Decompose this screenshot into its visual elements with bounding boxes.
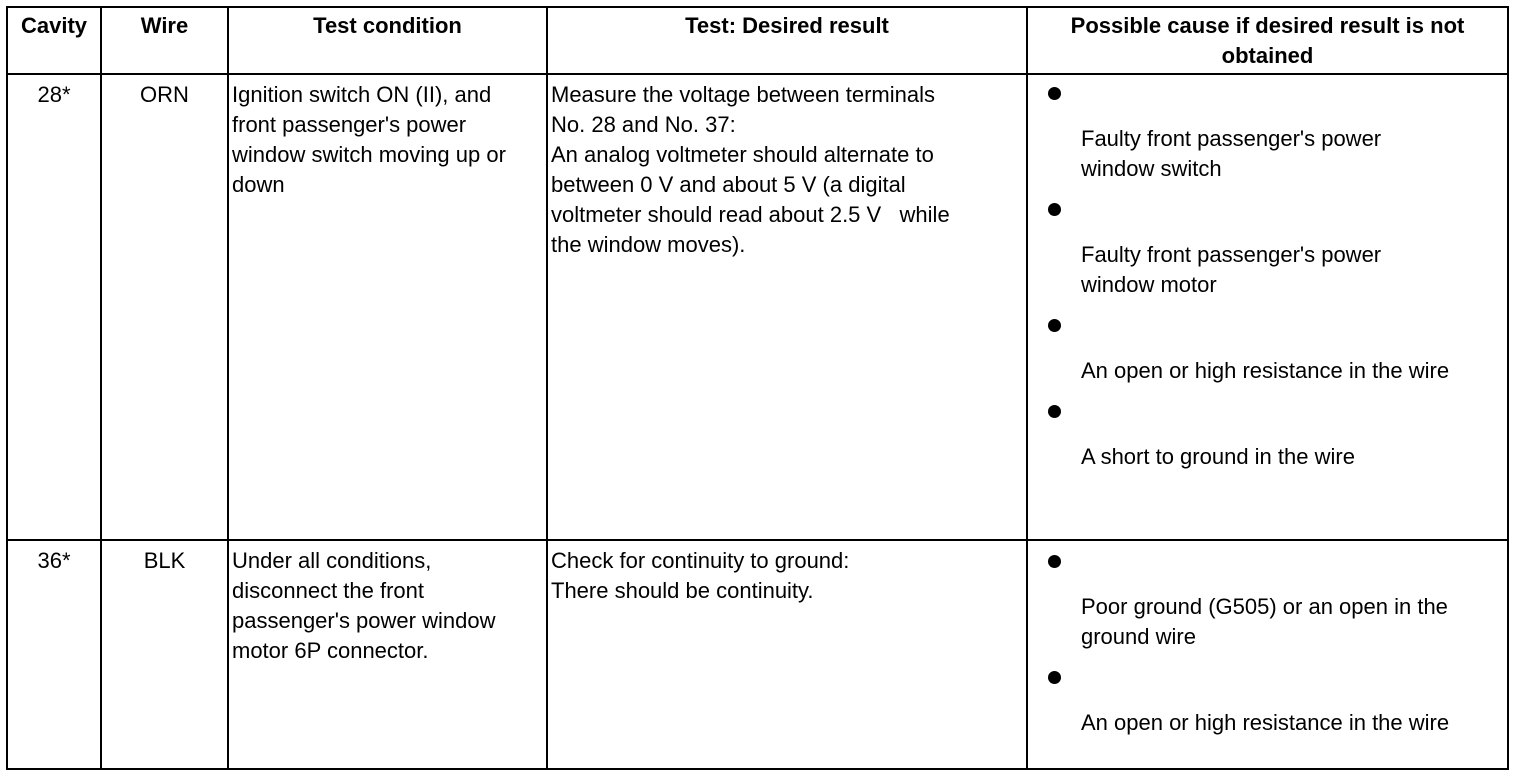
cavity-cell: 36* bbox=[7, 540, 101, 769]
result-line: between 0 V and about 5 V (a digital bbox=[551, 172, 906, 197]
test-condition-cell bbox=[228, 540, 547, 769]
bullet-icon bbox=[1048, 671, 1061, 684]
header-test-condition: Test condition bbox=[228, 7, 547, 74]
bullet-icon bbox=[1048, 319, 1061, 332]
condition-line: passenger's power window bbox=[232, 608, 496, 633]
cause-line: An open or high resistance in the wire bbox=[1081, 358, 1450, 383]
result-line: No. 28 and No. 37: bbox=[551, 112, 736, 137]
cause-line: window motor bbox=[1081, 272, 1217, 297]
bullet-icon bbox=[1048, 87, 1061, 100]
header-cause-line-1: Possible cause if desired result is not bbox=[1070, 13, 1465, 38]
bullet-icon bbox=[1048, 203, 1061, 216]
header-cause-line-2: obtained bbox=[1221, 43, 1314, 68]
condition-line: Under all conditions, bbox=[232, 548, 432, 573]
cause-list-item bbox=[1028, 197, 1507, 313]
condition-line: disconnect the front bbox=[232, 578, 425, 603]
cavity-cell: 28* bbox=[7, 74, 101, 540]
result-line: the window moves). bbox=[551, 232, 746, 257]
cause-line: A short to ground in the wire bbox=[1081, 444, 1355, 469]
cause-list-item bbox=[1028, 665, 1507, 751]
cause-list-item bbox=[1028, 81, 1507, 197]
result-line: voltmeter should read about 2.5 V while bbox=[551, 202, 950, 227]
desired-result-cell bbox=[547, 540, 1027, 769]
result-line: An analog voltmeter should alternate to bbox=[551, 142, 934, 167]
cause-line: window switch bbox=[1081, 156, 1222, 181]
desired-result-cell bbox=[547, 74, 1027, 540]
cause-list-item bbox=[1028, 549, 1507, 665]
result-line: There should be continuity. bbox=[551, 578, 814, 603]
cause-line: Faulty front passenger's power bbox=[1081, 242, 1382, 267]
header-row bbox=[7, 7, 1508, 74]
wire-cell: BLK bbox=[101, 540, 228, 769]
condition-line: motor 6P connector. bbox=[232, 638, 429, 663]
header-possible-cause bbox=[1027, 7, 1508, 74]
header-desired-result: Test: Desired result bbox=[547, 7, 1027, 74]
condition-line: window switch moving up or bbox=[232, 142, 506, 167]
possible-cause-cell bbox=[1027, 74, 1508, 540]
possible-cause-cell bbox=[1027, 540, 1508, 769]
cause-line: Poor ground (G505) or an open in the bbox=[1081, 594, 1448, 619]
condition-line: Ignition switch ON (II), and bbox=[232, 82, 492, 107]
cause-line: Faulty front passenger's power bbox=[1081, 126, 1382, 151]
wiring-test-table bbox=[6, 6, 1509, 770]
wire-cell: ORN bbox=[101, 74, 228, 540]
cause-list-item bbox=[1028, 313, 1507, 399]
condition-line: down bbox=[232, 172, 285, 197]
test-condition-cell bbox=[228, 74, 547, 540]
bullet-icon bbox=[1048, 555, 1061, 568]
header-cavity: Cavity bbox=[7, 7, 101, 74]
result-line: Check for continuity to ground: bbox=[551, 548, 850, 573]
table-row bbox=[7, 74, 1508, 540]
header-wire: Wire bbox=[101, 7, 228, 74]
bullet-icon bbox=[1048, 405, 1061, 418]
cause-line: An open or high resistance in the wire bbox=[1081, 710, 1450, 735]
cause-line: ground wire bbox=[1081, 624, 1196, 649]
table-row bbox=[7, 540, 1508, 769]
result-line: Measure the voltage between terminals bbox=[551, 82, 935, 107]
condition-line: front passenger's power bbox=[232, 112, 467, 137]
cause-list-item bbox=[1028, 399, 1507, 485]
